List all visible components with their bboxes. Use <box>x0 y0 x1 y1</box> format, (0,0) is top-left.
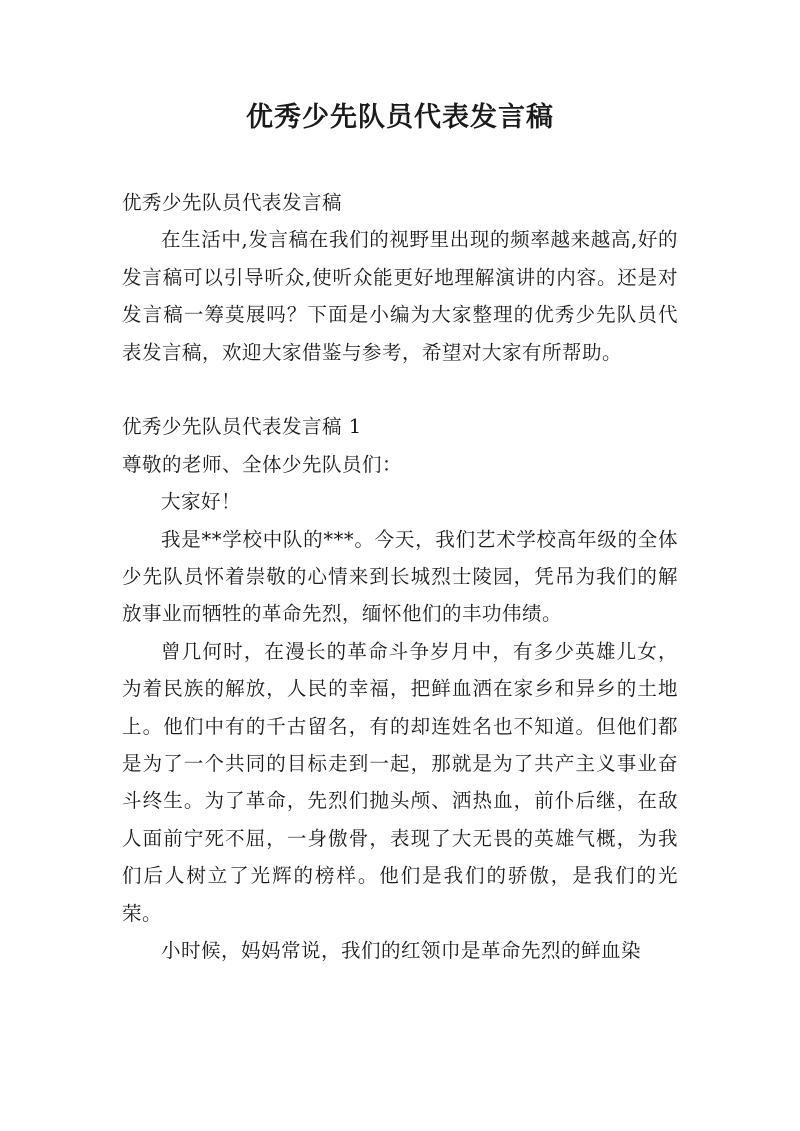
section-heading: 优秀少先队员代表发言稿 1 <box>122 415 362 439</box>
document-title: 优秀少先队员代表发言稿 <box>246 102 554 133</box>
body-paragraph: 小时候，妈妈常说，我们的红领巾是革命先烈的鲜血染 <box>161 939 642 963</box>
greeting: 大家好！ <box>161 490 242 514</box>
body-paragraph: 我是**学校中队的***。今天，我们艺术学校高年级的全体少先队员怀着崇敬的心情来到长城烈士陵园，凭吊为我们的解放事业而牺牲的革命先烈，缅怀他们的丰功伟绩。 <box>122 527 678 626</box>
salutation: 尊敬的老师、全体少先队员们： <box>122 452 403 476</box>
intro-paragraph: 在生活中,发言稿在我们的视野里出现的频率越来越高,好的发言稿可以引导听众,使听众能更好地理解演讲的内容。还是对发言稿一筹莫展吗？下面是小编为大家整理的优秀少先队员代表发言稿，欢迎大家借鉴与参考，希望对大家有所帮助。 <box>122 228 678 364</box>
paragraph-spacer <box>122 371 678 408</box>
document-body <box>122 184 678 970</box>
body-paragraph: 曾几何时，在漫长的革命斗争岁月中，有多少英雄儿女，为着民族的解放，人民的幸福，把鲜血洒在家乡和异乡的土地上。他们中有的千古留名，有的却连姓名也不知道。但他们都是为了一个共同的目标走到一起，那就是为了共产主义事业奋斗终生。为了革命，先烈们抛头颅、洒热血，前仆后继，在敌人面前宁死不屈，一身傲骨，表现了大无畏的英雄气概，为我们后人树立了光辉的榜样。他们是我们的骄傲，是我们的光荣。 <box>122 639 678 925</box>
document-subtitle: 优秀少先队员代表发言稿 <box>122 191 343 214</box>
